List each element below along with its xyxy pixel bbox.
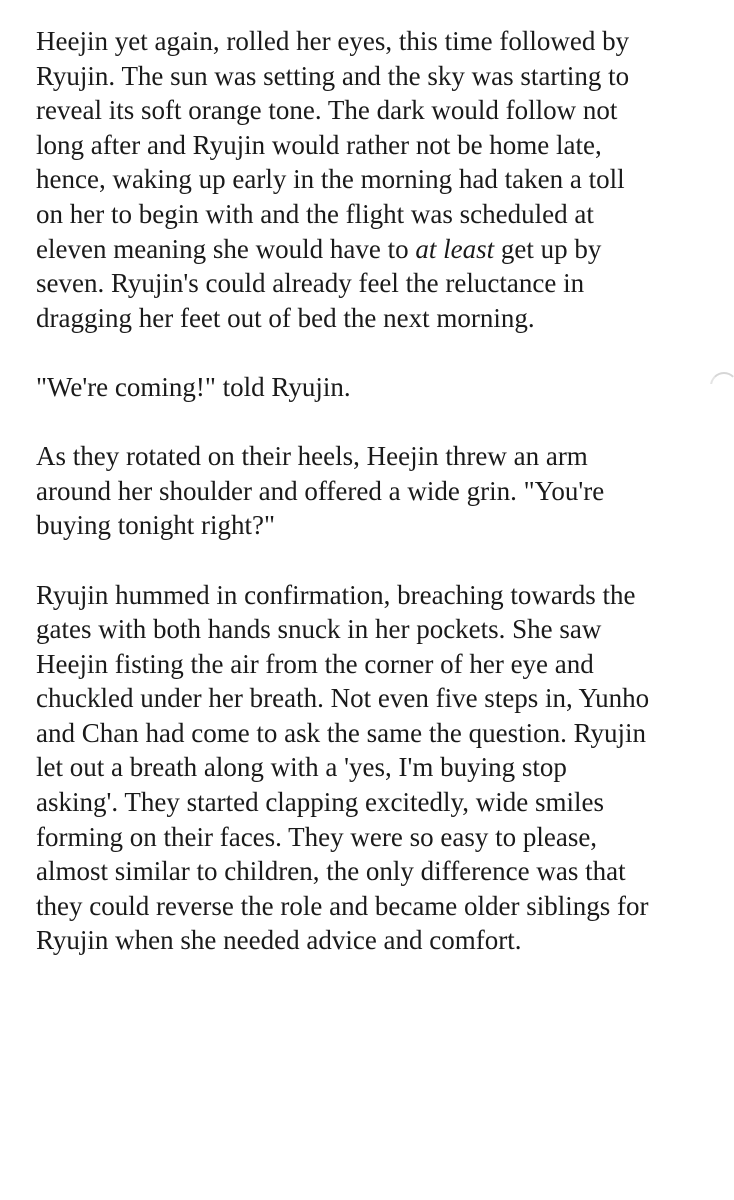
paragraph-4 [36, 578, 716, 959]
text-segment: get up by [494, 233, 602, 264]
scroll-indicator-icon [706, 368, 734, 384]
text-line: Heejin yet again, rolled her eyes, this time followed by [36, 26, 630, 56]
text-line: forming on their faces. They were so easy to please, [36, 821, 598, 852]
paragraph-2 [36, 370, 716, 405]
text-line: around her shoulder and offered a wide grin. "You're [36, 475, 605, 506]
paragraph-3 [36, 439, 716, 543]
text-line: Ryujin hummed in confirmation, breaching towards the [36, 579, 636, 610]
text-line: they could reverse the role and became older siblings for [36, 890, 649, 921]
text-line: buying tonight right?" [36, 510, 276, 541]
text-line [36, 232, 716, 267]
text-line: on her to begin with and the flight was scheduled at [36, 198, 594, 229]
text-line: seven. Ryujin's could already feel the reluctance in [36, 268, 585, 299]
paragraph-1 [36, 24, 716, 335]
text-line: dragging her feet out of bed the next morning. [36, 302, 535, 333]
text-line: asking'. They started clapping excitedly, wide smiles [36, 787, 604, 818]
text-line: gates with both hands snuck in her pockets. She saw [36, 614, 602, 645]
text-segment: eleven meaning she would have to [36, 233, 416, 264]
text-line: and Chan had come to ask the same the question. Ryujin [36, 717, 647, 748]
scroll-indicator-arc [710, 372, 734, 384]
italic-emphasis: at least [415, 233, 495, 264]
text-line: long after and Ryujin would rather not be home late, [36, 129, 602, 160]
text-line: Heejin fisting the air from the corner of her eye and [36, 648, 594, 679]
text-line: Ryujin. The sun was setting and the sky was starting to [36, 60, 630, 91]
text-line: chuckled under her breath. Not even five steps in, Yunho [36, 683, 650, 714]
text-line: hence, waking up early in the morning had taken a toll [36, 164, 625, 195]
text-line: almost similar to children, the only difference was that [36, 856, 626, 887]
text-line: let out a breath along with a 'yes, I'm buying stop [36, 752, 567, 783]
story-text [36, 24, 716, 958]
text-line: Ryujin when she needed advice and comfort. [36, 925, 522, 956]
text-line: "We're coming!" told Ryujin. [36, 371, 351, 402]
text-line: reveal its soft orange tone. The dark would follow not [36, 95, 618, 126]
text-line: As they rotated on their heels, Heejin threw an arm [36, 441, 588, 472]
